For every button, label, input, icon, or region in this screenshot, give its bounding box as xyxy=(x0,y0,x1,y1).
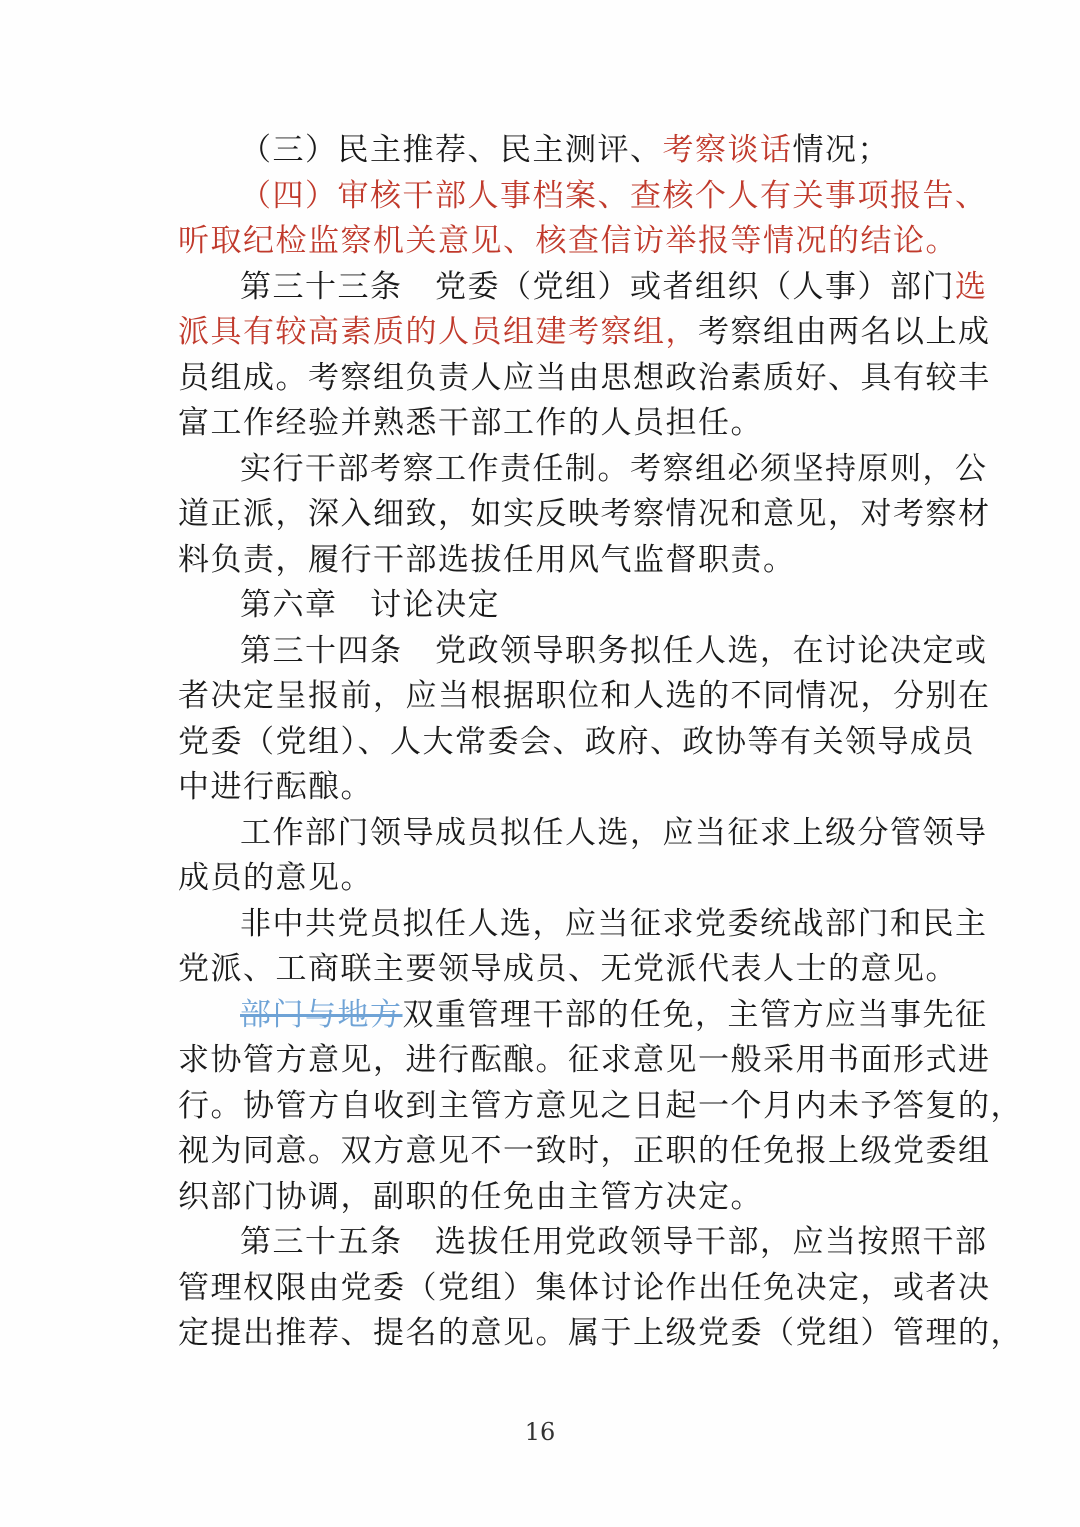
added-text: 听取纪检监察机关意见、核查信访举报等情况的结论。 xyxy=(178,223,958,259)
line-text: 中进行酝酿。 xyxy=(178,769,373,805)
line-text: 党委（党组）、人大常委会、政府、政协等有关领导成员 xyxy=(178,723,975,760)
line-text: 行。协管方自收到主管方意见之日起一个月内未予答复的， xyxy=(178,1087,1023,1124)
paragraph-line xyxy=(178,401,938,447)
line-text: 定提出推荐、提名的意见。属于上级党委（党组）管理的， xyxy=(178,1315,1023,1351)
paragraph-line xyxy=(178,1266,991,1312)
line-text: 第三十三条 党委（党组）或者组织（人事）部门 xyxy=(240,268,955,305)
line-text: 实行干部考察工作责任制。考察组必须坚持原则，公 xyxy=(240,450,988,487)
line-text: 第三十四条 党政领导职务拟任人选，在讨论决定或 xyxy=(240,632,988,669)
line-text: 非中共党员拟任人选，应当征求党委统战部门和民主 xyxy=(240,905,988,942)
line-text: 视为同意。双方意见不一致时，正职的任免报上级党委组 xyxy=(178,1133,991,1169)
paragraph-line xyxy=(178,492,991,538)
paragraph-line xyxy=(178,947,958,993)
added-text: 选 xyxy=(955,268,988,305)
article-heading-line xyxy=(178,1220,988,1266)
paragraph-line xyxy=(178,128,938,174)
line-text: 道正派，深入细致，如实反映考察情况和意见，对考察材 xyxy=(178,496,991,532)
added-text: 考察谈话 xyxy=(662,132,793,168)
paragraph-line xyxy=(178,219,958,265)
line-text: 第三十五条 选拔任用党政领导干部，应当按照干部 xyxy=(240,1224,988,1260)
paragraph-line xyxy=(178,1175,938,1221)
line-text: 管理权限由党委（党组）集体讨论作出任免决定，或者决 xyxy=(178,1269,991,1306)
added-text: （四）审核干部人事档案、查核个人有关事项报告、 xyxy=(240,177,988,214)
paragraph-line xyxy=(178,356,991,402)
paragraph-line xyxy=(178,993,988,1039)
line-text: 者决定呈报前，应当根据职位和人选的不同情况，分别在 xyxy=(178,678,991,714)
chapter-heading xyxy=(178,583,938,629)
line-text: （三）民主推荐、民主测评、 xyxy=(240,132,663,168)
paragraph-line xyxy=(178,1311,1023,1357)
line-text: 织部门协调，副职的任免由主管方决定。 xyxy=(178,1178,763,1215)
line-text: 员组成。考察组负责人应当由思想政治素质好、具有较丰 xyxy=(178,359,991,396)
line-text: 考察组由两名以上成 xyxy=(698,314,991,350)
line-text: 成员的意见。 xyxy=(178,860,373,896)
page-number: 16 xyxy=(524,1418,556,1446)
added-text: 派具有较高素质的人员组建考察组， xyxy=(178,314,698,350)
paragraph-line xyxy=(178,674,991,720)
deleted-text: 部门与地方 xyxy=(240,996,403,1033)
line-text: 料负责，履行干部选拔任用风气监督职责。 xyxy=(178,541,796,578)
paragraph-line xyxy=(178,1084,1023,1130)
paragraph-line xyxy=(178,811,988,857)
line-text: 第六章 讨论决定 xyxy=(240,587,500,623)
line-text: 富工作经验并熟悉干部工作的人员担任。 xyxy=(178,405,763,441)
paragraph-line xyxy=(178,1038,991,1084)
paragraph-line xyxy=(178,1129,991,1175)
line-text: 双重管理干部的任免，主管方应当事先征 xyxy=(402,996,988,1033)
paragraph-line xyxy=(178,310,991,356)
article-heading-line xyxy=(178,265,988,311)
paragraph-line xyxy=(178,720,975,766)
line-text: 工作部门领导成员拟任人选，应当征求上级分管领导 xyxy=(240,814,988,851)
paragraph-line xyxy=(178,902,988,948)
paragraph-line xyxy=(178,765,938,811)
article-heading-line xyxy=(178,629,988,675)
line-text: 求协管方意见，进行酝酿。征求意见一般采用书面形式进 xyxy=(178,1042,991,1078)
paragraph-line xyxy=(178,174,988,220)
document-body xyxy=(178,128,1023,1357)
line-text: 情况； xyxy=(792,132,890,168)
line-text: 党派、工商联主要领导成员、无党派代表人士的意见。 xyxy=(178,951,958,987)
paragraph-line xyxy=(178,856,938,902)
paragraph-line xyxy=(178,447,988,493)
paragraph-line xyxy=(178,538,938,584)
